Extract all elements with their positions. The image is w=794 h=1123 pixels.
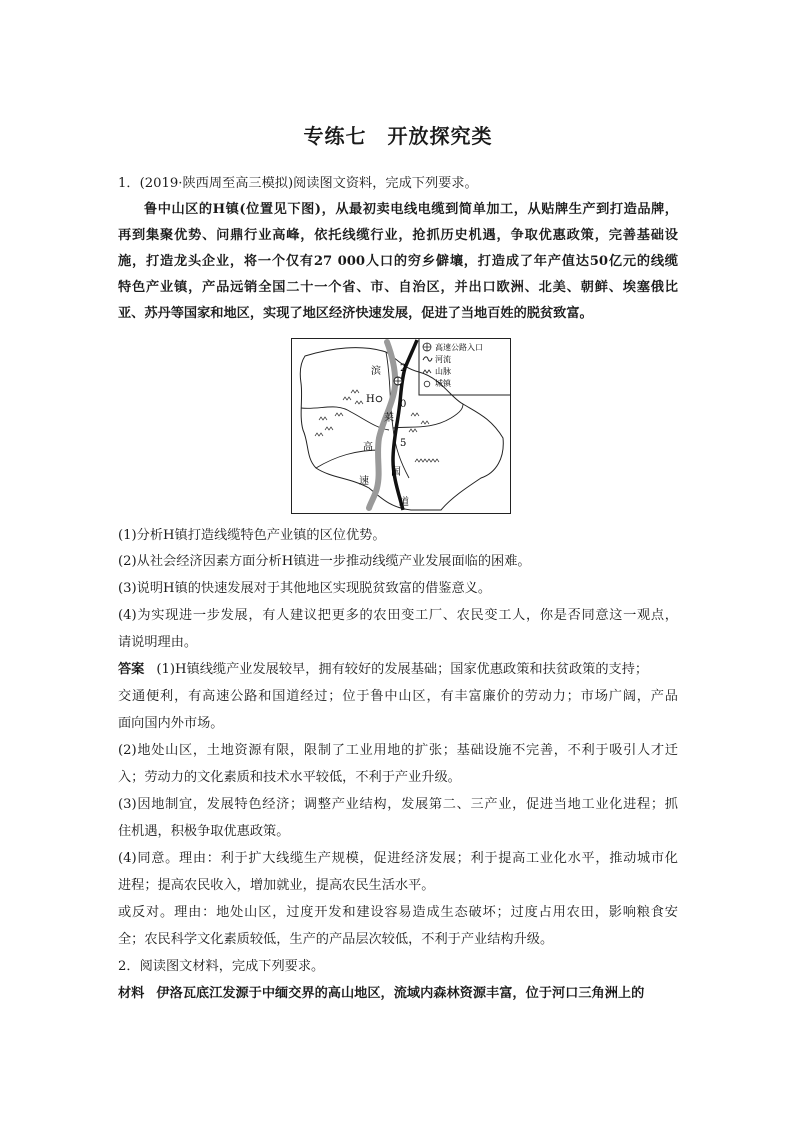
question-item: (3)说明H镇的快速发展对于其他地区实现脱贫致富的借鉴意义。 <box>118 581 492 596</box>
map-label: 2 <box>400 363 407 374</box>
map-label: 0 <box>400 399 407 410</box>
answer-line: 住机遇，积极争取优惠政策。 <box>118 824 290 839</box>
material-text: 伊洛瓦底江发源于中缅交界的高山地区，流域内森林资源丰富，位于河口三角洲上的 <box>156 986 645 1001</box>
map-label: 莱 <box>384 413 394 424</box>
map-label: 国 <box>391 467 401 478</box>
answer-text: (1)H镇线缆产业发展较早，拥有较好的发展基础；国家优惠政策和扶贫政策的支持； <box>156 662 649 677</box>
answer-line <box>118 661 678 679</box>
question-1-stem: 1．(2019·陕西周至高三模拟)阅读图文资料，完成下列要求。 <box>118 176 478 191</box>
map-label: 道 <box>399 497 409 508</box>
answer-line: 面向国内外市场。 <box>118 716 224 731</box>
question-item: (4)为实现进一步发展，有人建议把更多的农田变工厂、农民变工人，你是否同意这一观点， <box>118 608 678 623</box>
h-town-icon <box>376 396 382 402</box>
map-label: 5 <box>400 438 407 449</box>
material-line: 特色产业镇，产品远销全国二十一个省、市、自治区，并出口欧洲、北美、朝鲜、埃塞俄比 <box>118 280 678 295</box>
map-label: H <box>366 394 375 405</box>
answer-line: 交通便利，有高速公路和国道经过；位于鲁中山区，有丰富廉价的劳动力；市场广阔，产品 <box>118 689 678 704</box>
answer-line: 进程；提高农民收入，增加就业，提高农民生活水平。 <box>118 878 435 893</box>
question-2-material <box>118 985 678 1003</box>
answer-label: 答案 <box>118 662 145 677</box>
map-label: 滨 <box>371 366 381 377</box>
legend-label: 高速公路入口 <box>435 343 483 352</box>
h-town-location-map <box>291 338 511 514</box>
map-label: 高 <box>363 442 373 453</box>
legend-label: 河流 <box>435 355 451 364</box>
answer-line: 入；劳动力的文化素质和技术水平较低，不利于产业升级。 <box>118 770 461 785</box>
answer-line: (2)地处山区，土地资源有限，限制了工业用地的扩张；基础设施不完善，不利于吸引人才迁 <box>118 743 678 758</box>
legend-label: 城镇 <box>435 379 451 388</box>
question-item: 请说明理由。 <box>118 635 198 650</box>
legend-label: 山脉 <box>435 367 451 376</box>
material-line: 再到集聚优势、问鼎行业高峰，依托线缆行业，抢抓历史机遇，争取优惠政策，完善基础设 <box>118 228 678 243</box>
map-label: 速 <box>359 476 369 487</box>
map-svg <box>291 338 511 514</box>
material-label: 材料 <box>118 986 145 1001</box>
question-item: (2)从社会经济因素方面分析H镇进一步推动线缆产业发展面临的困难。 <box>118 554 531 569</box>
page-title: 专练七 开放探究类 <box>303 124 493 148</box>
material-line: 亚、苏丹等国家和地区，实现了地区经济快速发展，促进了当地百姓的脱贫致富。 <box>118 306 593 321</box>
answer-line: (3)因地制宜，发展特色经济；调整产业结构，发展第二、三产业，促进当地工业化进程；抓 <box>118 797 678 812</box>
answer-line: 或反对。理由：地处山区，过度开发和建设容易造成生态破坏；过度占用农田，影响粮食安 <box>118 905 678 920</box>
answer-line: 全；农民科学文化素质较低，生产的产品层次较低，不利于产业结构升级。 <box>118 932 554 947</box>
question-item: (1)分析H镇打造线缆特色产业镇的区位优势。 <box>118 528 386 543</box>
material-line: 鲁中山区的H镇(位置见下图)，从最初卖电线电缆到简单加工，从贴牌生产到打造品牌， <box>144 202 678 217</box>
answer-line: (4)同意。理由：利于扩大线缆生产规模，促进经济发展；利于提高工业化水平，推动城市化 <box>118 851 678 866</box>
question-2-stem: 2．阅读图文材料，完成下列要求。 <box>118 959 325 974</box>
material-line: 施，打造龙头企业，将一个仅有27 000人口的穷乡僻壤，打造成了年产值达50亿元的线缆 <box>118 254 678 269</box>
